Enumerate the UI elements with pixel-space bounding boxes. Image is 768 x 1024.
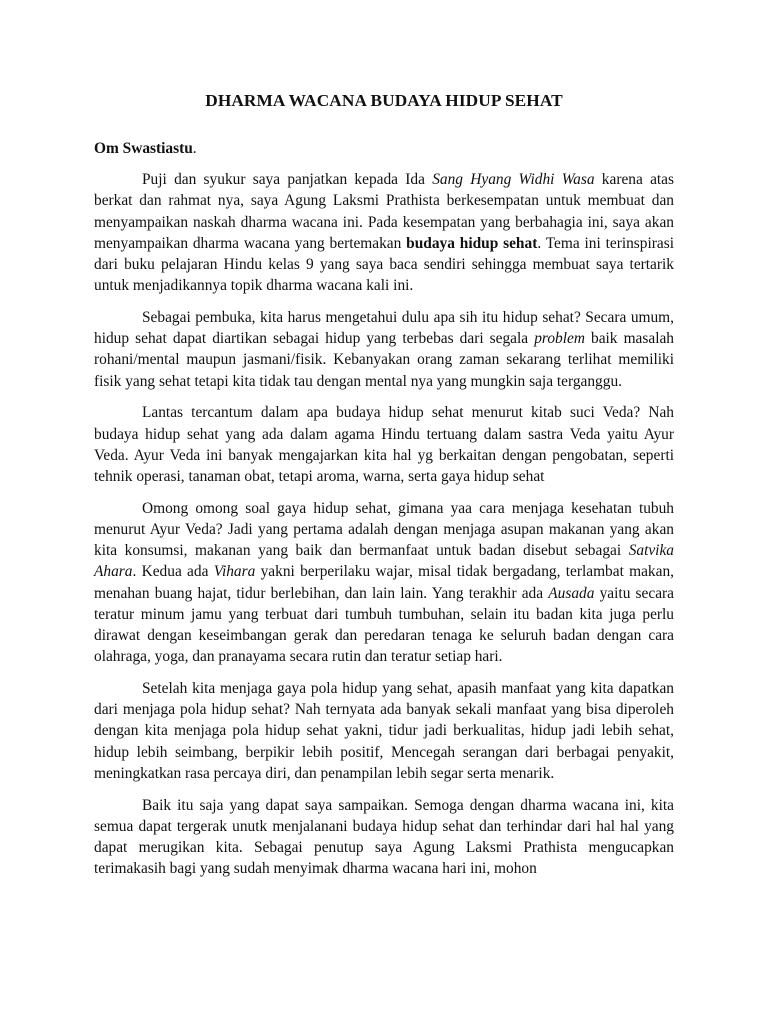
text-run: . Kedua ada [132,563,214,581]
italic-term: Satvika Ahara [94,542,674,581]
paragraph-opening [94,169,674,296]
paragraph-ayur-veda [94,402,674,487]
greeting [94,138,674,159]
text-run: karena atas berkat dan rahmat nya, saya Agung Laksmi Prathista berkesempatan untuk membuat dan menyampaikan naskah dharma wacana ini. Pada kesempatan yang berbahagia ini, saya akan menyampaikan dharma wacana yang bertemakan [94,171,675,252]
text-run: Omong omong soal gaya hidup sehat, gimana yaa cara menjaga kesehatan tubuh menurut Ayur Veda? Jadi yang pertama adalah dengan menjaga asupan makanan yang akan kita konsumsi, makanan yang baik dan bermanfaat untuk badan disebut sebagai [94,499,674,560]
text-run: Sebagai pembuka, kita harus mengetahui dulu apa sih itu hidup sehat? Secara umum, hidup sehat dapat diartikan sebagai hidup yang terbebas dari segala [94,309,674,348]
text-run: yakni berperilaku wajar, misal tidak bergadang, terlambat makan, menahan buang hajat, tidur berlebihan, dan lain lain. Yang terakhir ada [94,563,674,602]
paragraph-closing [94,795,674,880]
text-run: Lantas tercantum dalam apa budaya hidup sehat menurut kitab suci Veda? Nah budaya hidup sehat yang ada dalam agama Hindu tertuang dalam sastra Veda yaitu Ayur Veda. Ayur Veda ini banyak mengajarkan kita hal yg berkaitan dengan pengobatan, seperti tehnik operasi, tanaman obat, tetapi aroma, warna, serta gaya hidup sehat [94,404,674,486]
text-run: Puji dan syukur saya panjatkan kepada Ida [142,171,433,189]
text-run: Baik itu saja yang dapat saya sampaikan. Semoga dengan dharma wacana ini, kita semua dapat tergerak unutk menjalanani budaya hidup sehat dan terhindar dari hal hal yang dapat merugikan kita. Sebagai penutup saya Agung Laksmi Prathista mengucapkan terimakasih bagi yang sudah menyimak dharma wacana hari ini, mohon [94,796,674,878]
text-run: Setelah kita menjaga gaya pola hidup yang sehat, apasih manfaat yang kita dapatkan dari menjaga pola hidup sehat? Nah ternyata ada banyak sekali manfaat yang bisa diperoleh dengan kita menjaga pola hidup sehat yakni, tidur jadi berkualitas, hidup jadi lebih sehat, hidup lebih seimbang, berpikir lebih positif, Mencegah serangan dari berbagai penyakit, meningkatkan rasa percaya diri, dan penampilan lebih segar serta menarik. [94,680,674,782]
document-title: DHARMA WACANA BUDAYA HIDUP SEHAT [205,91,563,110]
paragraph-health-methods [94,498,674,668]
bold-term: budaya hidup sehat [406,234,538,252]
italic-term: Sang Hyang Widhi Wasa [432,171,595,189]
italic-term: Vihara [213,563,256,581]
italic-term: problem [534,330,585,348]
document-body [94,169,674,879]
italic-term: Ausada [548,584,595,602]
greeting-punct: . [192,140,197,157]
text-run: yaitu secara teratur minum jamu yang terbuat dari tumbuh tumbuhan, selain itu badan kita juga perlu dirawat dengan keseimbangan gerak dan peredaran tenaga ke seluruh badan dengan cara olahraga, yoga, dan pranayama secara rutin dan teratur setiap hari. [94,584,674,666]
paragraph-definition [94,307,674,392]
paragraph-benefits [94,678,674,784]
text-run: . Tema ini terinspirasi dari buku pelajaran Hindu kelas 9 yang saya baca sendiri sehingga membuat saya tertarik untuk menjadikannya topik dharma wacana kali ini. [94,234,674,295]
greeting-text: Om Swastiastu [94,140,193,157]
text-run: baik masalah rohani/mental maupun jasmani/fisik. Kebanyakan orang zaman sekarang terlihat memiliki fisik yang sehat tetapi kita tidak tau dengan mental nya yang mungkin saja terganggu. [94,330,675,390]
